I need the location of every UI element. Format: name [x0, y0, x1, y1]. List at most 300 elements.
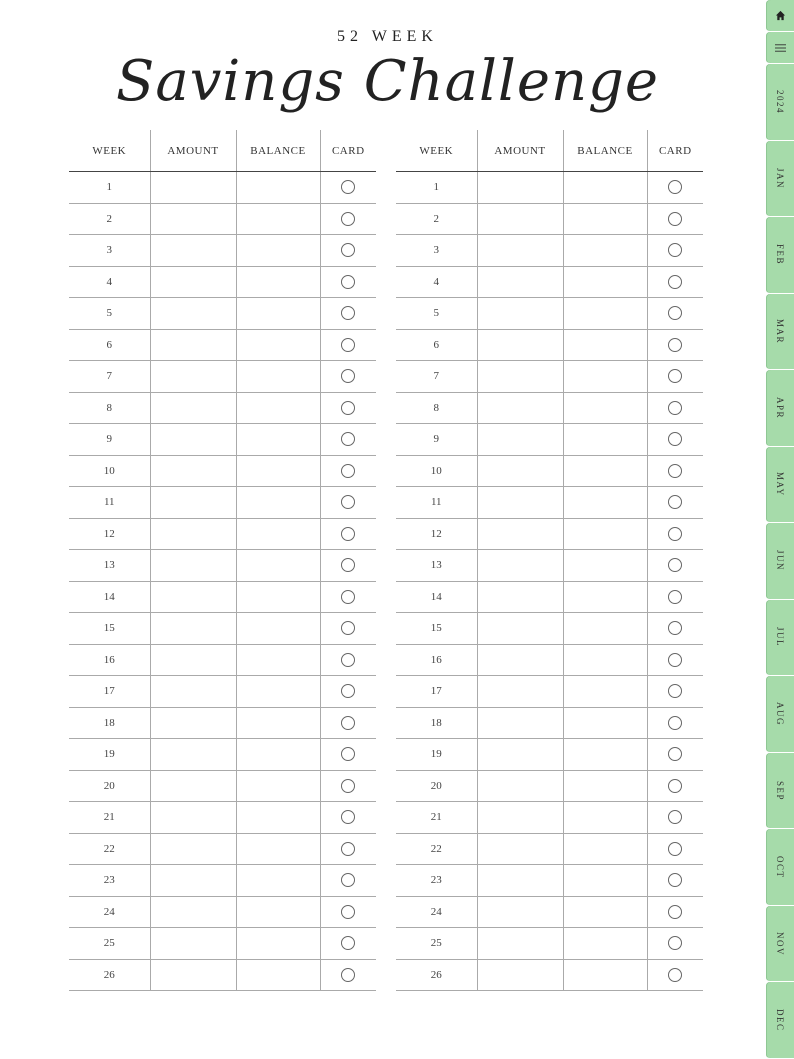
card-checkbox[interactable]	[668, 716, 682, 730]
card-cell	[647, 613, 703, 645]
balance-cell[interactable]	[236, 235, 320, 267]
card-checkbox[interactable]	[668, 873, 682, 887]
table-row	[69, 928, 376, 960]
table-row	[69, 298, 376, 330]
balance-cell[interactable]	[236, 487, 320, 519]
amount-cell[interactable]	[477, 896, 563, 928]
week-number: 25	[69, 928, 150, 960]
week-number: 17	[396, 676, 477, 708]
week-number: 14	[69, 581, 150, 613]
amount-cell[interactable]	[477, 266, 563, 298]
balance-cell[interactable]	[563, 487, 647, 519]
table-row	[69, 959, 376, 991]
week-number: 15	[396, 613, 477, 645]
amount-cell[interactable]	[150, 644, 236, 676]
amount-cell[interactable]	[150, 739, 236, 771]
week-number: 26	[69, 959, 150, 991]
tab-label: JAN	[775, 167, 785, 189]
card-checkbox[interactable]	[341, 810, 355, 824]
tab-may[interactable]	[766, 447, 794, 524]
card-checkbox[interactable]	[668, 842, 682, 856]
balance-cell[interactable]	[236, 896, 320, 928]
tab-label: FEB	[775, 244, 785, 266]
balance-cell[interactable]	[236, 298, 320, 330]
table-row	[69, 644, 376, 676]
table-row	[69, 865, 376, 897]
card-cell	[320, 329, 376, 361]
card-cell	[320, 550, 376, 582]
card-checkbox[interactable]	[341, 338, 355, 352]
balance-cell[interactable]	[563, 392, 647, 424]
amount-cell[interactable]	[150, 833, 236, 865]
card-checkbox[interactable]	[668, 747, 682, 761]
tab-jun[interactable]	[766, 523, 794, 600]
balance-cell[interactable]	[563, 235, 647, 267]
amount-cell[interactable]	[150, 487, 236, 519]
card-cell	[647, 235, 703, 267]
week-number: 10	[69, 455, 150, 487]
card-cell	[647, 361, 703, 393]
amount-cell[interactable]	[477, 959, 563, 991]
amount-cell[interactable]	[477, 392, 563, 424]
table-row	[396, 928, 703, 960]
week-number: 14	[396, 581, 477, 613]
card-checkbox[interactable]	[668, 936, 682, 950]
card-checkbox[interactable]	[341, 464, 355, 478]
week-number: 21	[69, 802, 150, 834]
tab-jan[interactable]	[766, 141, 794, 218]
card-cell	[647, 644, 703, 676]
amount-cell[interactable]	[477, 329, 563, 361]
column-header-week: WEEK	[69, 130, 150, 172]
tab-apr[interactable]	[766, 370, 794, 447]
table-row	[396, 455, 703, 487]
balance-cell[interactable]	[563, 266, 647, 298]
balance-cell[interactable]	[236, 676, 320, 708]
card-cell	[320, 361, 376, 393]
amount-cell[interactable]	[477, 518, 563, 550]
table-row	[396, 392, 703, 424]
card-checkbox[interactable]	[668, 401, 682, 415]
card-checkbox[interactable]	[341, 243, 355, 257]
balance-cell[interactable]	[236, 266, 320, 298]
card-cell	[320, 959, 376, 991]
balance-cell[interactable]	[236, 613, 320, 645]
card-cell	[647, 739, 703, 771]
card-checkbox[interactable]	[341, 653, 355, 667]
balance-cell[interactable]	[563, 424, 647, 456]
table-row	[69, 613, 376, 645]
card-cell	[647, 487, 703, 519]
card-checkbox[interactable]	[341, 275, 355, 289]
amount-cell[interactable]	[150, 802, 236, 834]
table-row	[69, 550, 376, 582]
card-checkbox[interactable]	[668, 338, 682, 352]
amount-cell[interactable]	[150, 361, 236, 393]
balance-cell[interactable]	[563, 581, 647, 613]
balance-cell[interactable]	[236, 865, 320, 897]
card-cell	[647, 392, 703, 424]
amount-cell[interactable]	[150, 298, 236, 330]
card-cell	[320, 581, 376, 613]
table-row	[69, 172, 376, 204]
amount-cell[interactable]	[477, 581, 563, 613]
tab-nov[interactable]	[766, 906, 794, 983]
card-cell	[320, 424, 376, 456]
balance-cell[interactable]	[563, 644, 647, 676]
card-cell	[320, 770, 376, 802]
table-row	[69, 266, 376, 298]
balance-cell[interactable]	[563, 550, 647, 582]
card-cell	[320, 833, 376, 865]
card-cell	[320, 676, 376, 708]
card-cell	[647, 550, 703, 582]
table-row	[396, 487, 703, 519]
card-checkbox[interactable]	[341, 432, 355, 446]
amount-cell[interactable]	[477, 770, 563, 802]
tab-label: 2024	[775, 89, 785, 114]
week-number: 5	[396, 298, 477, 330]
home-tab[interactable]	[766, 0, 794, 32]
card-cell	[647, 802, 703, 834]
table-row	[396, 676, 703, 708]
amount-cell[interactable]	[477, 928, 563, 960]
balance-cell[interactable]	[236, 392, 320, 424]
balance-cell[interactable]	[563, 865, 647, 897]
week-number: 11	[69, 487, 150, 519]
savings-table-left	[69, 130, 376, 991]
balance-cell[interactable]	[236, 739, 320, 771]
menu-icon	[775, 43, 786, 53]
week-number: 18	[396, 707, 477, 739]
balance-cell[interactable]	[563, 770, 647, 802]
week-number: 10	[396, 455, 477, 487]
amount-cell[interactable]	[477, 172, 563, 204]
card-checkbox[interactable]	[668, 306, 682, 320]
card-cell	[320, 392, 376, 424]
week-number: 8	[396, 392, 477, 424]
tab-label: JUL	[775, 627, 785, 648]
amount-cell[interactable]	[477, 833, 563, 865]
tab-label: AUG	[775, 702, 785, 727]
card-checkbox[interactable]	[668, 968, 682, 982]
table-row	[396, 550, 703, 582]
balance-cell[interactable]	[236, 802, 320, 834]
tab-label: MAY	[775, 472, 785, 497]
table-row	[396, 959, 703, 991]
tab-oct[interactable]	[766, 829, 794, 906]
tab-dec[interactable]	[766, 982, 794, 1059]
card-checkbox[interactable]	[341, 590, 355, 604]
balance-cell[interactable]	[563, 298, 647, 330]
column-header-balance: BALANCE	[563, 130, 647, 172]
balance-cell[interactable]	[563, 802, 647, 834]
amount-cell[interactable]	[150, 707, 236, 739]
balance-cell[interactable]	[236, 361, 320, 393]
week-number: 23	[69, 865, 150, 897]
card-cell	[320, 266, 376, 298]
amount-cell[interactable]	[150, 865, 236, 897]
amount-cell[interactable]	[150, 518, 236, 550]
card-cell	[647, 298, 703, 330]
balance-cell[interactable]	[236, 172, 320, 204]
card-cell	[320, 928, 376, 960]
card-checkbox[interactable]	[341, 180, 355, 194]
week-number: 16	[396, 644, 477, 676]
card-cell	[320, 487, 376, 519]
card-checkbox[interactable]	[668, 243, 682, 257]
table-row	[396, 298, 703, 330]
balance-cell[interactable]	[236, 550, 320, 582]
balance-cell[interactable]	[563, 455, 647, 487]
balance-cell[interactable]	[563, 518, 647, 550]
amount-cell[interactable]	[150, 392, 236, 424]
week-number: 4	[396, 266, 477, 298]
card-checkbox[interactable]	[668, 464, 682, 478]
card-cell	[647, 833, 703, 865]
amount-cell[interactable]	[477, 203, 563, 235]
balance-cell[interactable]	[236, 518, 320, 550]
card-checkbox[interactable]	[668, 495, 682, 509]
tab-label: MAR	[775, 318, 785, 344]
week-number: 4	[69, 266, 150, 298]
balance-cell[interactable]	[236, 581, 320, 613]
table-row	[69, 392, 376, 424]
column-header-card: CARD	[320, 130, 376, 172]
card-checkbox[interactable]	[341, 873, 355, 887]
amount-cell[interactable]	[150, 676, 236, 708]
card-checkbox[interactable]	[341, 212, 355, 226]
balance-cell[interactable]	[563, 739, 647, 771]
amount-cell[interactable]	[477, 424, 563, 456]
amount-cell[interactable]	[477, 550, 563, 582]
card-checkbox[interactable]	[341, 905, 355, 919]
card-checkbox[interactable]	[341, 936, 355, 950]
amount-cell[interactable]	[150, 203, 236, 235]
table-row	[69, 802, 376, 834]
balance-cell[interactable]	[236, 707, 320, 739]
balance-cell[interactable]	[563, 959, 647, 991]
table-row	[69, 581, 376, 613]
amount-cell[interactable]	[150, 235, 236, 267]
column-header-card: CARD	[647, 130, 703, 172]
week-number: 7	[396, 361, 477, 393]
card-cell	[320, 203, 376, 235]
table-row	[396, 613, 703, 645]
amount-cell[interactable]	[150, 550, 236, 582]
card-checkbox[interactable]	[341, 842, 355, 856]
amount-cell[interactable]	[477, 487, 563, 519]
table-row	[69, 518, 376, 550]
amount-cell[interactable]	[150, 424, 236, 456]
card-checkbox[interactable]	[341, 527, 355, 541]
balance-cell[interactable]	[563, 928, 647, 960]
week-number: 13	[69, 550, 150, 582]
week-number: 12	[396, 518, 477, 550]
card-checkbox[interactable]	[668, 527, 682, 541]
tab-label: OCT	[775, 855, 785, 879]
balance-cell[interactable]	[236, 203, 320, 235]
card-checkbox[interactable]	[341, 747, 355, 761]
table-row	[69, 739, 376, 771]
table-row	[396, 865, 703, 897]
balance-cell[interactable]	[563, 613, 647, 645]
balance-cell[interactable]	[563, 676, 647, 708]
card-checkbox[interactable]	[341, 401, 355, 415]
card-cell	[320, 802, 376, 834]
card-checkbox[interactable]	[668, 212, 682, 226]
card-checkbox[interactable]	[668, 905, 682, 919]
card-checkbox[interactable]	[341, 621, 355, 635]
amount-cell[interactable]	[477, 455, 563, 487]
table-row	[396, 896, 703, 928]
column-header-amount: AMOUNT	[477, 130, 563, 172]
page-title: Savings Challenge	[115, 49, 660, 114]
card-cell	[320, 298, 376, 330]
table-row	[69, 833, 376, 865]
amount-cell[interactable]	[150, 172, 236, 204]
amount-cell[interactable]	[477, 361, 563, 393]
card-cell	[320, 707, 376, 739]
card-checkbox[interactable]	[341, 558, 355, 572]
card-cell	[647, 676, 703, 708]
card-checkbox[interactable]	[668, 432, 682, 446]
balance-cell[interactable]	[236, 770, 320, 802]
week-number: 1	[396, 172, 477, 204]
amount-cell[interactable]	[477, 802, 563, 834]
amount-cell[interactable]	[150, 770, 236, 802]
balance-cell[interactable]	[563, 203, 647, 235]
balance-cell[interactable]	[236, 644, 320, 676]
tab-label: SEP	[775, 780, 785, 801]
amount-cell[interactable]	[477, 739, 563, 771]
card-cell	[320, 455, 376, 487]
amount-cell[interactable]	[477, 298, 563, 330]
card-cell	[320, 613, 376, 645]
card-cell	[320, 644, 376, 676]
card-checkbox[interactable]	[668, 180, 682, 194]
card-checkbox[interactable]	[668, 558, 682, 572]
card-checkbox[interactable]	[341, 716, 355, 730]
card-checkbox[interactable]	[668, 779, 682, 793]
card-checkbox[interactable]	[668, 369, 682, 383]
balance-cell[interactable]	[563, 172, 647, 204]
balance-cell[interactable]	[236, 329, 320, 361]
card-checkbox[interactable]	[341, 684, 355, 698]
balance-cell[interactable]	[563, 833, 647, 865]
balance-cell[interactable]	[563, 329, 647, 361]
week-number: 22	[396, 833, 477, 865]
tab-mar[interactable]	[766, 294, 794, 371]
amount-cell[interactable]	[477, 644, 563, 676]
amount-cell[interactable]	[477, 707, 563, 739]
card-cell	[647, 896, 703, 928]
table-row	[69, 361, 376, 393]
table-row	[396, 833, 703, 865]
amount-cell[interactable]	[150, 928, 236, 960]
table-row	[396, 172, 703, 204]
week-number: 24	[69, 896, 150, 928]
amount-cell[interactable]	[150, 329, 236, 361]
tab-2024[interactable]	[766, 64, 794, 141]
table-row	[396, 424, 703, 456]
amount-cell[interactable]	[150, 959, 236, 991]
amount-cell[interactable]	[150, 896, 236, 928]
table-row	[396, 518, 703, 550]
balance-cell[interactable]	[236, 959, 320, 991]
table-row	[69, 329, 376, 361]
tab-feb[interactable]	[766, 217, 794, 294]
amount-cell[interactable]	[477, 613, 563, 645]
table-row	[69, 203, 376, 235]
card-checkbox[interactable]	[668, 621, 682, 635]
table-row	[69, 424, 376, 456]
card-checkbox[interactable]	[341, 495, 355, 509]
card-checkbox[interactable]	[668, 653, 682, 667]
amount-cell[interactable]	[477, 865, 563, 897]
balance-cell[interactable]	[563, 361, 647, 393]
week-number: 13	[396, 550, 477, 582]
card-checkbox[interactable]	[668, 810, 682, 824]
amount-cell[interactable]	[477, 235, 563, 267]
tab-sep[interactable]	[766, 753, 794, 830]
week-number: 1	[69, 172, 150, 204]
balance-cell[interactable]	[236, 424, 320, 456]
table-row	[69, 235, 376, 267]
week-number: 8	[69, 392, 150, 424]
balance-cell[interactable]	[563, 707, 647, 739]
amount-cell[interactable]	[150, 581, 236, 613]
table-row	[396, 581, 703, 613]
balance-cell[interactable]	[236, 928, 320, 960]
card-cell	[647, 455, 703, 487]
tab-aug[interactable]	[766, 676, 794, 753]
amount-cell[interactable]	[150, 613, 236, 645]
table-row	[69, 487, 376, 519]
home-icon	[775, 10, 786, 21]
tab-jul[interactable]	[766, 600, 794, 677]
balance-cell[interactable]	[236, 833, 320, 865]
balance-cell[interactable]	[236, 455, 320, 487]
card-checkbox[interactable]	[341, 369, 355, 383]
week-number: 24	[396, 896, 477, 928]
table-row	[396, 802, 703, 834]
card-cell	[320, 865, 376, 897]
card-cell	[647, 424, 703, 456]
card-checkbox[interactable]	[668, 275, 682, 289]
card-checkbox[interactable]	[341, 779, 355, 793]
balance-cell[interactable]	[563, 896, 647, 928]
tab-label: NOV	[775, 931, 785, 956]
table-row	[396, 329, 703, 361]
table-row	[396, 361, 703, 393]
card-checkbox[interactable]	[668, 590, 682, 604]
amount-cell[interactable]	[150, 266, 236, 298]
table-row	[396, 235, 703, 267]
card-checkbox[interactable]	[341, 968, 355, 982]
week-number: 21	[396, 802, 477, 834]
menu-tab[interactable]	[766, 32, 794, 64]
amount-cell[interactable]	[150, 455, 236, 487]
card-cell	[647, 329, 703, 361]
tab-sidebar	[766, 0, 794, 1059]
card-checkbox[interactable]	[341, 306, 355, 320]
card-checkbox[interactable]	[668, 684, 682, 698]
amount-cell[interactable]	[477, 676, 563, 708]
week-number: 20	[396, 770, 477, 802]
table-row	[69, 896, 376, 928]
week-number: 17	[69, 676, 150, 708]
